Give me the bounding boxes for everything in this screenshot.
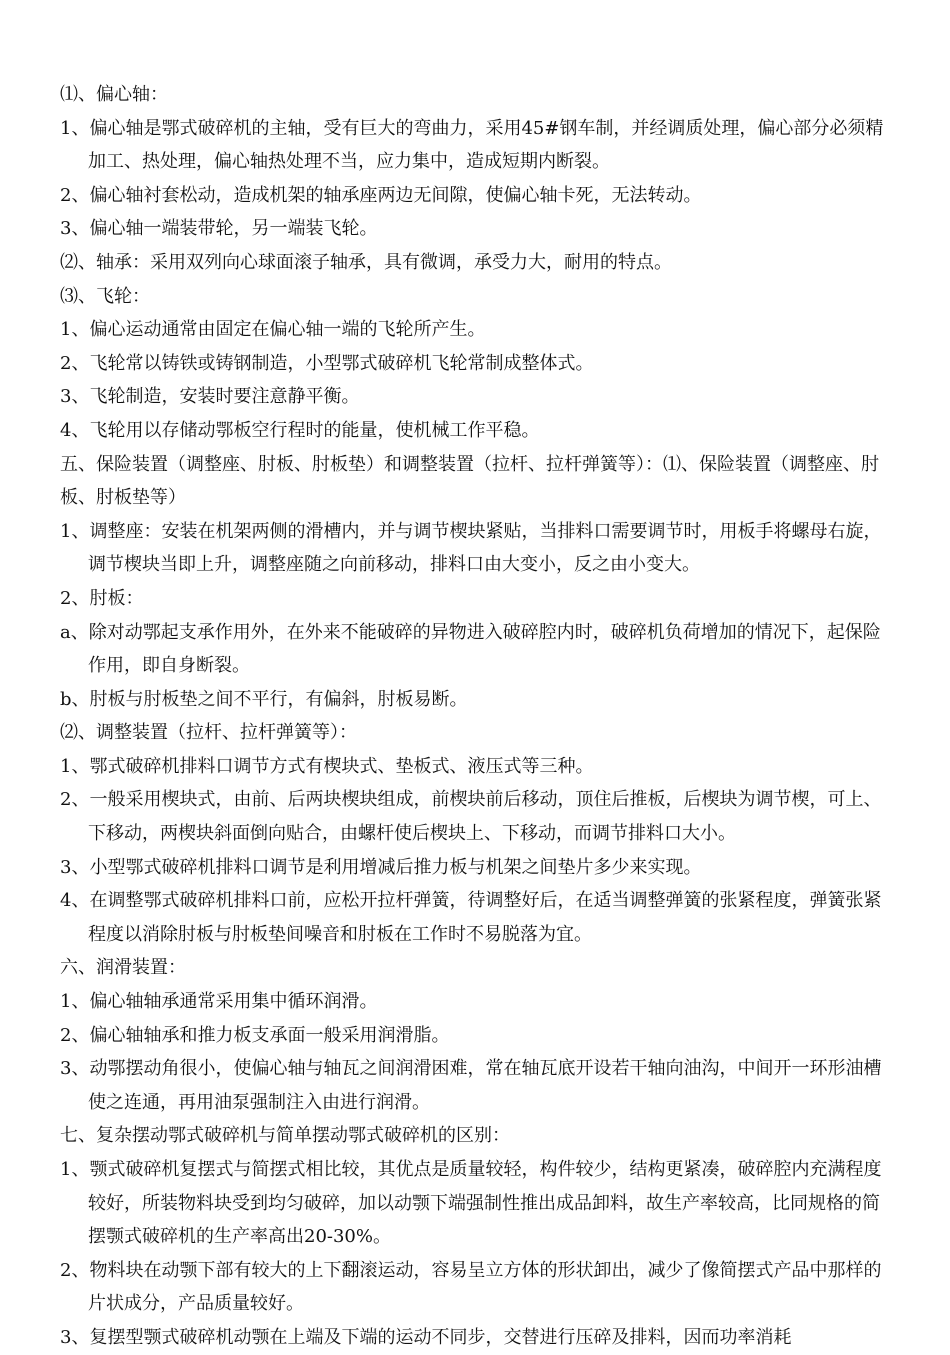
heading-eccentric-shaft: ⑴、偏心轴： (60, 84, 168, 105)
list-item: 1、调整座：安装在机架两侧的滑槽内，并与调节楔块紧贴，当排料口需要调节时，用板手将螺母右旋，调节楔块当即上升，调整座随之向前移动，排料口由大变小，反之由小变大。 (60, 520, 882, 576)
list-item: b、肘板与肘板垫之间不平行，有偏斜，肘板易断。 (60, 688, 468, 710)
section-heading-lubrication: 六、润滑装置： (60, 957, 186, 979)
list-item: 3、飞轮制造，安装时要注意静平衡。 (60, 386, 360, 408)
list-item: 1、颚式破碎机复摆式与简摆式相比较，其优点是质量较轻，构件较少，结构更紧凑，破碎腔内充满程度较好，所装物料块受到均匀破碎，加以动颚下端强制性推出成品卸料，故生产率较高，比同规格的简摆颚式破碎机的生产率高出20-30%。 (60, 1159, 882, 1248)
heading-adjusting-device: ⑵、调整装置（拉杆、拉杆弹簧等）： (60, 722, 357, 744)
list-item: 2、肘板： (60, 587, 144, 609)
document-body (60, 78, 890, 1355)
section-heading-safety-device: 五、保险装置（调整座、肘板、肘板垫）和调整装置（拉杆、拉杆弹簧等）：⑴、保险装置（调整座、肘板、肘板垫等） (60, 453, 879, 509)
list-item: 3、小型鄂式破碎机排料口调节是利用增减后推力板与机架之间垫片多少来实现。 (60, 856, 702, 878)
list-item: 2、飞轮常以铸铁或铸钢制造，小型鄂式破碎机飞轮常制成整体式。 (60, 352, 594, 374)
list-item: 2、一般采用楔块式，由前、后两块楔块组成，前楔块前后移动，顶住后推板，后楔块为调节楔，可上、下移动，两楔块斜面倒向贴合，由螺杆使后楔块上、下移动，而调节排料口大小。 (60, 789, 882, 845)
heading-flywheel: ⑶、飞轮： (60, 285, 150, 307)
list-item: 1、鄂式破碎机排料口调节方式有楔块式、垫板式、液压式等三种。 (60, 755, 594, 777)
list-item: 1、偏心轴是鄂式破碎机的主轴，受有巨大的弯曲力，采用45#钢车制，并经调质处理，偏心部分必须精加工、热处理，偏心轴热处理不当，应力集中，造成短期内断裂。 (60, 117, 884, 173)
list-item: 4、在调整鄂式破碎机排料口前，应松开拉杆弹簧，待调整好后，在适当调整弹簧的张紧程度，弹簧张紧程度以消除肘板与肘板垫间噪音和肘板在工作时不易脱落为宜。 (60, 890, 882, 945)
list-item: 2、偏心轴衬套松动，造成机架的轴承座两边无间隙，使偏心轴卡死，无法转动。 (60, 184, 702, 206)
list-item: 1、偏心运动通常由固定在偏心轴一端的飞轮所产生。 (60, 319, 486, 341)
list-item: a、除对动鄂起支承作用外，在外来不能破碎的异物进入破碎腔内时，破碎机负荷增加的情况下，起保险作用，即自身断裂。 (60, 621, 881, 677)
section-heading-comparison: 七、复杂摆动鄂式破碎机与简单摆动鄂式破碎机的区别： (60, 1125, 510, 1147)
list-item: 3、动鄂摆动角很小，使偏心轴与轴瓦之间润滑困难，常在轴瓦底开设若干轴向油沟，中间开一环形油槽使之连通，再用油泵强制注入由进行润滑。 (60, 1058, 882, 1113)
list-item: 4、飞轮用以存储动鄂板空行程时的能量，使机械工作平稳。 (60, 419, 540, 441)
list-item: 2、偏心轴轴承和推力板支承面一般采用润滑脂。 (60, 1024, 450, 1046)
heading-bearing: ⑵、轴承：采用双列向心球面滚子轴承，具有微调，承受力大，耐用的特点。 (60, 251, 672, 273)
list-item: 2、物料块在动颚下部有较大的上下翻滚运动，容易呈立方体的形状卸出，减少了像简摆式产品中那样的片状成分，产品质量较好。 (60, 1259, 882, 1315)
list-item: 3、复摆型颚式破碎机动颚在上端及下端的运动不同步，交替进行压碎及排料，因而功率消耗 (60, 1326, 792, 1348)
list-item: 3、偏心轴一端装带轮，另一端装飞轮。 (60, 218, 378, 240)
list-item: 1、偏心轴轴承通常采用集中循环润滑。 (60, 991, 378, 1013)
